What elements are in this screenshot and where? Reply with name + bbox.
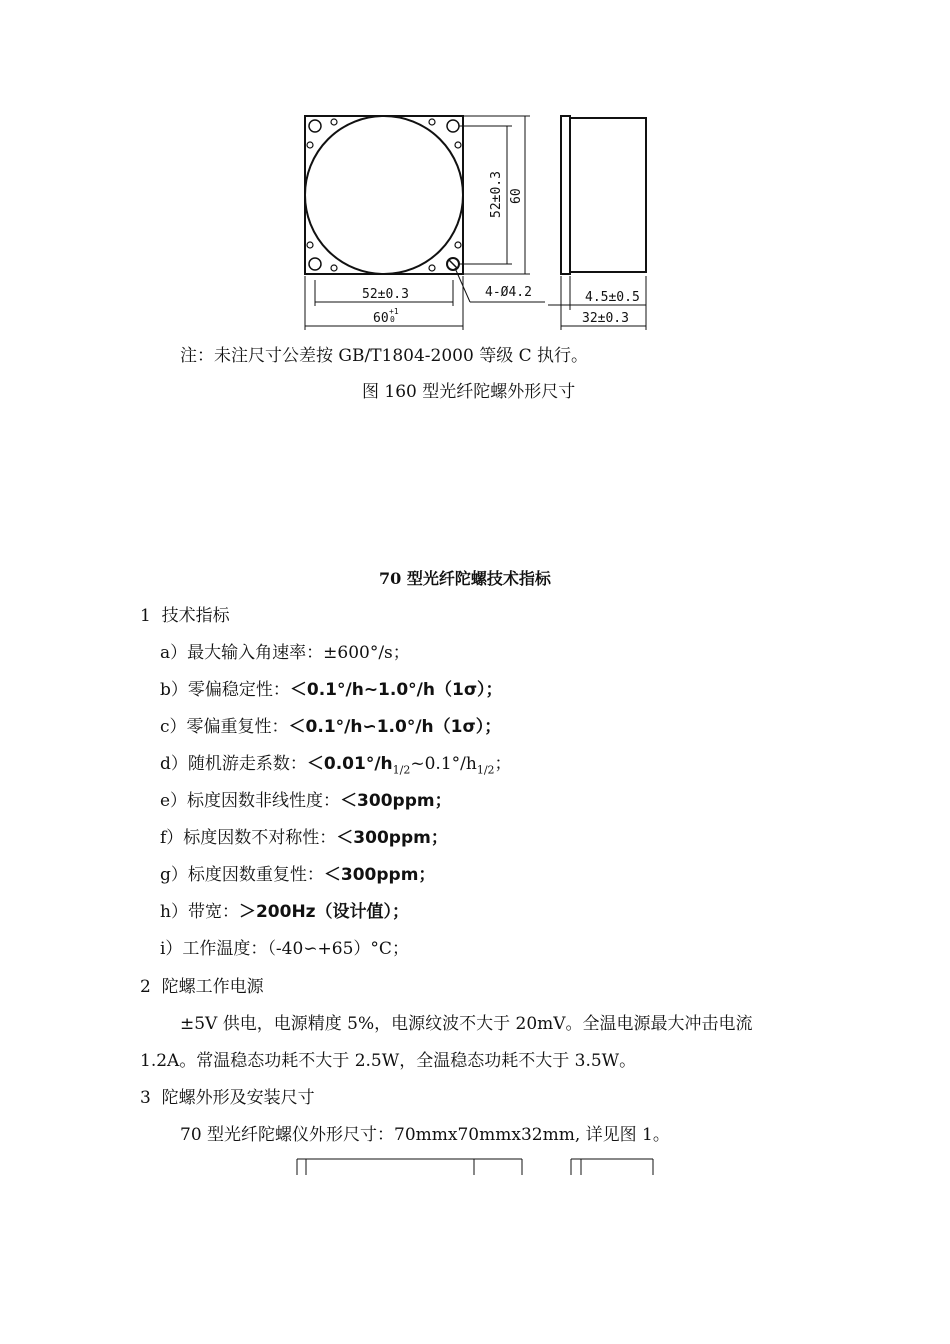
- spec-item-i: i）工作温度：（-40∽+65）°C；: [160, 939, 409, 959]
- side-view-flange: [561, 116, 570, 274]
- mount-hole-bl: [309, 258, 321, 270]
- dim-vertical-outer: 60: [509, 188, 524, 204]
- spec-item-h: h）带宽：＞200Hz（设计值）；: [160, 902, 410, 922]
- spec-item-b: b）零偏稳定性：＜0.1°/h~1.0°/h（1σ）；: [160, 680, 503, 700]
- tolerance-note: 注：未注尺寸公差按 GB/T1804-2000 等级 C 执行。: [180, 346, 589, 366]
- dim-front-inner: 52±0.3: [362, 287, 409, 302]
- spec-item-d: d）随机游走系数：$<0.01^\circ/h_{1/2}\sim 0.1^\circ/h_{1/2}$；: [160, 754, 512, 777]
- spec-item-c: c）零偏重复性：＜0.1°/h∽1.0°/h（1σ）；: [160, 717, 502, 737]
- dim-vertical-inner: 52±0.3: [489, 171, 504, 218]
- section-3-heading: 3 陀螺外形及安装尺寸: [140, 1088, 315, 1108]
- dim-depth: 32±0.3: [582, 311, 629, 326]
- svg-text:0: 0: [390, 315, 395, 324]
- section-2-heading: 2 陀螺工作电源: [140, 977, 264, 997]
- figure-caption: 图 160 型光纤陀螺外形尺寸: [362, 382, 576, 402]
- spec-item-f: f）标度因数不对称性：＜300ppm；: [160, 828, 448, 848]
- power-paragraph-line1: ±5V 供电，电源精度 5%，电源纹波不大于 20mV。全温电源最大冲击电流: [180, 1014, 753, 1034]
- dim-flange: 4.5±0.5: [585, 290, 640, 305]
- spec-item-g: g）标度因数重复性：＜300ppm；: [160, 865, 436, 885]
- mount-hole-tr: [447, 120, 459, 132]
- gyro-drawing-continued: [0, 1155, 950, 1175]
- spec-item-e: e）标度因数非线性度：＜300ppm；: [160, 791, 452, 811]
- section-1-heading: [140, 605, 230, 627]
- dim-front-outer: 60: [373, 311, 389, 326]
- gyro-outline-drawing: [0, 0, 950, 340]
- section-number: 1: [140, 606, 151, 626]
- svg-text:+1: +1: [389, 307, 399, 316]
- front-view-bore: [305, 116, 463, 274]
- dim-holes: 4-Ø4.2: [485, 285, 532, 300]
- side-view-body: [570, 118, 646, 272]
- section-title-text: 技术指标: [161, 606, 230, 626]
- mount-hole-tl: [309, 120, 321, 132]
- spec-item-a: a）最大输入角速率：±600°/s；: [160, 643, 410, 663]
- section-title: 70 型光纤陀螺技术指标: [379, 569, 551, 588]
- size-paragraph: 70 型光纤陀螺仪外形尺寸：70mmx70mmx32mm, 详见图 1。: [180, 1125, 670, 1145]
- power-paragraph-line2: 1.2A。常温稳态功耗不大于 2.5W，全温稳态功耗不大于 3.5W。: [140, 1051, 637, 1071]
